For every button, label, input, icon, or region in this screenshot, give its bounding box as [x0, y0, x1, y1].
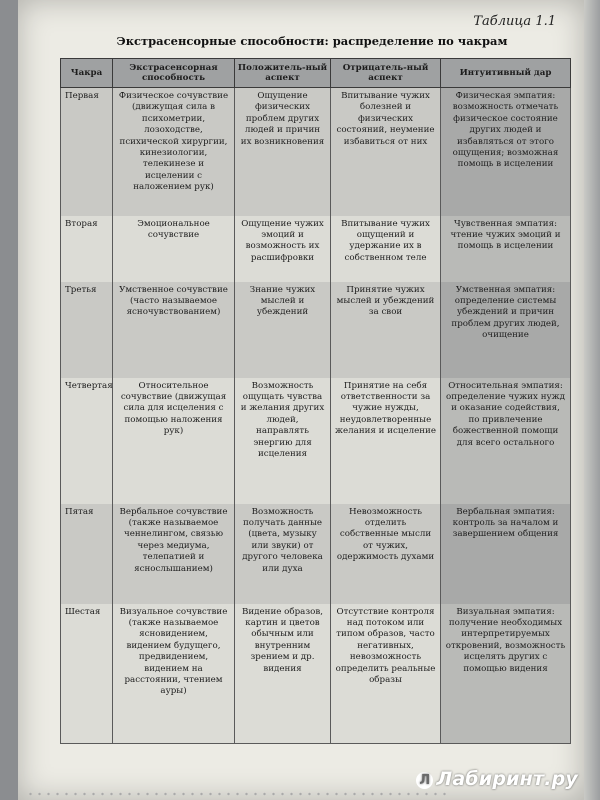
labyrinth-logo-icon: Л — [416, 772, 433, 789]
cell-positive: Ощущение физических проблем других людей и причин их возникновения — [235, 88, 331, 216]
cell-chakra: Шестая — [61, 604, 113, 744]
cell-intuitive: Визуальная эмпатия: получение необходимых интерпретируемых откровений, возможность исцелять других с помощью видения — [441, 604, 571, 744]
cell-extrasensory: Визуальное сочувствие (также называемое ясновидением, видением будущего, предвидением, видением на расстоянии, чтением ауры) — [113, 604, 235, 744]
table-row — [61, 604, 571, 744]
table-row — [61, 88, 571, 216]
watermark-text: Лабиринт.ру — [436, 768, 578, 790]
cell-positive: Возможность получать данные (цвета, музыку или звуки) от другого человека или духа — [235, 504, 331, 604]
table-row — [61, 216, 571, 282]
dotted-border-decoration — [26, 792, 446, 796]
cell-intuitive: Относительная эмпатия: определение чужих нужд и оказание содействия, по привлечение божественной помощи для всего остального — [441, 378, 571, 504]
cell-negative: Впитывание чужих ощущений и удержание их в собственном теле — [331, 216, 441, 282]
cell-extrasensory: Физическое сочувствие (движущая сила в психометрии, лозоходстве, психической хирургии, кинезиологии, телекинезе и исцелении с наложением рук) — [113, 88, 235, 216]
cell-chakra: Третья — [61, 282, 113, 378]
cell-negative: Отсутствие контроля над потоком или типом образов, часто негативных, невозможность определить реальные образы — [331, 604, 441, 744]
cell-extrasensory: Умственное сочувствие (часто называемое ясночувствованием) — [113, 282, 235, 378]
table-row — [61, 282, 571, 378]
table-header-row — [61, 59, 571, 88]
cell-intuitive: Чувственная эмпатия: чтение чужих эмоций и помощь в исцелении — [441, 216, 571, 282]
cell-negative: Принятие на себя ответственности за чужие нужды, неудовлетворенные желания и исцеление — [331, 378, 441, 504]
cell-extrasensory: Вербальное сочувствие (также называемое ченнелингом, связью через медиума, телепатией и яснослышанием) — [113, 504, 235, 604]
cell-positive: Знание чужих мыслей и убеждений — [235, 282, 331, 378]
table-row — [61, 378, 571, 504]
table-number: Таблица 1.1 — [473, 14, 556, 29]
cell-chakra: Пятая — [61, 504, 113, 604]
cell-extrasensory: Эмоциональное сочувствие — [113, 216, 235, 282]
cell-intuitive: Вербальная эмпатия: контроль за началом и завершением общения — [441, 504, 571, 604]
header-positive: Положитель-ный аспект — [235, 59, 331, 88]
table-caption: Экстрасенсорные способности: распределение по чакрам — [116, 34, 508, 48]
cell-chakra: Четвертая — [61, 378, 113, 504]
chakra-table — [60, 58, 571, 744]
cell-extrasensory: Относительное сочувствие (движущая сила для исцеления с помощью наложения рук) — [113, 378, 235, 504]
cell-positive: Ощущение чужих эмоций и возможность их расшифровки — [235, 216, 331, 282]
page-edge — [584, 0, 600, 800]
cell-negative: Невозможность отделить собственные мысли от чужих, одержимость духами — [331, 504, 441, 604]
cell-positive: Возможность ощущать чувства и желания других людей, направлять энергию для исцеления — [235, 378, 331, 504]
cell-chakra: Вторая — [61, 216, 113, 282]
book-page — [18, 0, 584, 800]
cell-negative: Впитывание чужих болезней и физических состояний, неумение избавиться от них — [331, 88, 441, 216]
table-row — [61, 504, 571, 604]
header-extrasensory: Экстрасенсорная способность — [113, 59, 235, 88]
cell-intuitive: Умственная эмпатия: определение системы убеждений и причин проблем других людей, очищение — [441, 282, 571, 378]
cell-positive: Видение образов, картин и цветов обычным или внутренним зрением и др. видения — [235, 604, 331, 744]
watermark-logo — [416, 768, 578, 790]
header-chakra: Чакра — [61, 59, 113, 88]
header-intuitive: Интуитивный дар — [441, 59, 571, 88]
cell-intuitive: Физическая эмпатия: возможность отмечать физическое состояние других людей и избавляться от этого ощущения; возможная помощь в исцелении — [441, 88, 571, 216]
cell-negative: Принятие чужих мыслей и убеждений за свои — [331, 282, 441, 378]
header-negative: Отрицатель-ный аспект — [331, 59, 441, 88]
cell-chakra: Первая — [61, 88, 113, 216]
